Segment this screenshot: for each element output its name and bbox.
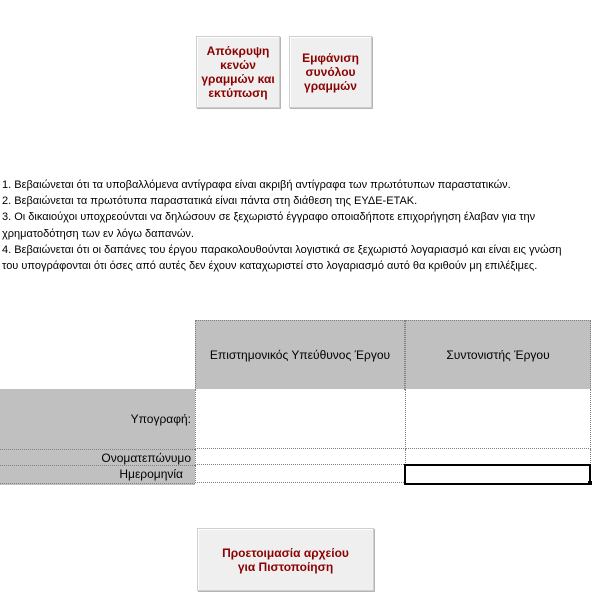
note-line: 2. Βεβαιώνεται τα πρωτότυπα παραστατικά είναι πάντα στη διάθεση της ΕΥΔΕ-ΕΤΑΚ. xyxy=(2,195,418,208)
date-row-label: Ημερομηνία xyxy=(119,467,183,481)
row-divider xyxy=(0,465,195,466)
note-line: 4. Βεβαιώνεται ότι οι δαπάνες του έργου παρακολουθούνται λογιστικά σε ξεχωριστό λογαριασμό και είναι εις γνώση xyxy=(2,243,562,256)
supervisor-signature-cell[interactable] xyxy=(195,389,404,449)
row-divider xyxy=(0,449,195,450)
prepare-certification-file-label: Προετοιμασία αρχείου για Πιστοποίηση xyxy=(222,545,349,574)
header-scientific-supervisor xyxy=(195,320,405,390)
note-line: 1. Βεβαιώνεται ότι τα υποβαλλόμενα αντίγραφα είναι ακριβή αντίγραφα των πρωτότυπων παραστατικών. xyxy=(2,179,511,191)
supervisor-date-cell[interactable] xyxy=(195,465,404,483)
header-coordinator xyxy=(405,320,591,390)
header-coordinator-label: Συντονιστής Έργου xyxy=(446,348,550,362)
coordinator-fullname-cell[interactable] xyxy=(405,449,591,465)
supervisor-fullname-cell[interactable] xyxy=(195,449,404,465)
coordinator-date-cell-selected[interactable] xyxy=(404,464,591,485)
header-scientific-supervisor-label: Επιστημονικός Υπεύθυνος Έργου xyxy=(209,348,391,362)
note-line: χρηματοδότηση των εν λόγω δαπανών. xyxy=(2,227,194,240)
prepare-certification-file-button[interactable] xyxy=(197,528,374,591)
signature-row-label: Υπογραφή: xyxy=(130,412,191,426)
declaration-notes xyxy=(2,177,611,274)
show-all-rows-label: Εμφάνιση συνόλου γραμμών xyxy=(302,51,359,93)
hide-empty-rows-and-print-button[interactable] xyxy=(196,36,280,108)
note-line: του υπογράφονται ότι όσες από αυτές δεν έχουν καταχωριστεί στο λογαριασμό αυτό θα κριθούν μη επιλέξιμες. xyxy=(2,260,538,273)
row-divider xyxy=(0,483,195,484)
fill-handle[interactable] xyxy=(588,481,592,485)
show-all-rows-button[interactable] xyxy=(289,36,372,108)
hide-empty-rows-and-print-label: Απόκρυψη κενών γραμμών και εκτύπωση xyxy=(201,44,275,100)
fullname-row-label: Ονοματεπώνυμο xyxy=(101,451,191,465)
note-line: 3. Οι δικαιούχοι υποχρεούνται να δηλώσουν σε ξεχωριστό έγγραφο οποιαδήποτε επιχορήγηση έλαβαν για την xyxy=(2,211,536,224)
coordinator-signature-cell[interactable] xyxy=(405,389,591,449)
